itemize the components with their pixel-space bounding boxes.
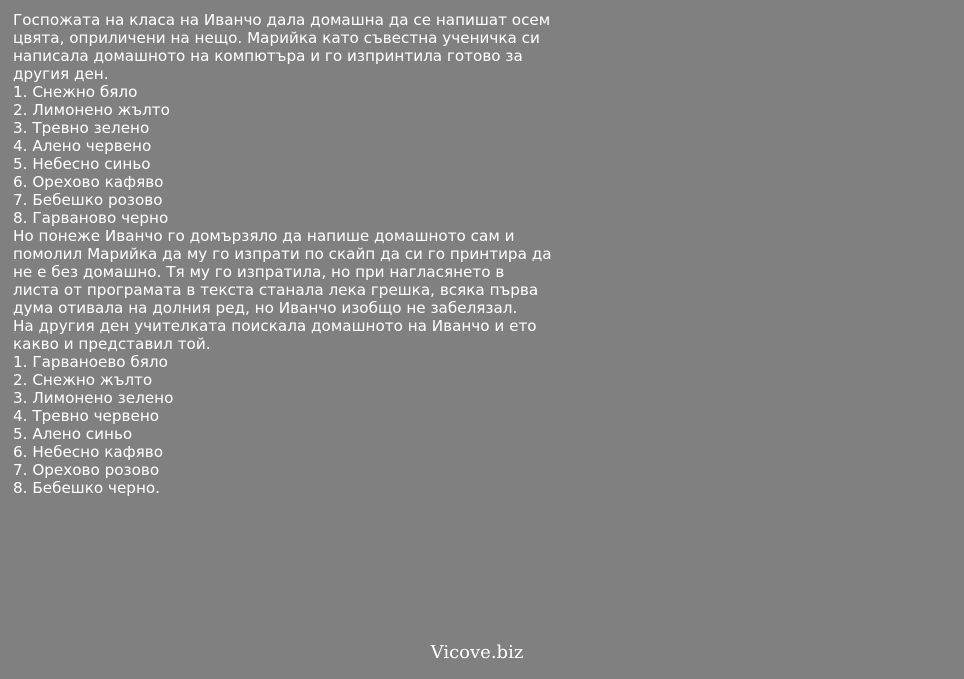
site-watermark: Vicove.biz: [430, 642, 524, 663]
joke-text: Госпожата на класа на Иванчо дала домашна да се напишат осем цвята, оприличени на нещо. Марийка като съвестна ученичка си написала домашното на компютъра и го изпринтила готово за другия ден. 1. Снежно бяло 2. Лимонено жълто 3. Тревно зелено 4. Алено червено 5. Небесно синьо 6. Орехово кафяво 7. Бебешко розово 8. Гарваново черно Но понеже Иванчо го домързяло да напише домашното сам и помолил Марийка да му го изпрати по скайп да си го принтира да не е без домашно. Тя му го изпратила, но при нагласянето в листа от програмата в текста станала лека грешка, всяка първа дума отивала на долния ред, но Иванчо изобщо не забелязал. На другия ден учителката поискала домашното на Иванчо и ето какво и представил той. 1. Гарваноево бяло 2. Снежно жълто 3. Лимонено зелено 4. Тревно червено 5. Алено синьо 6. Небесно кафяво 7. Орехово розово 8. Бебешко черно.: [13, 11, 552, 497]
